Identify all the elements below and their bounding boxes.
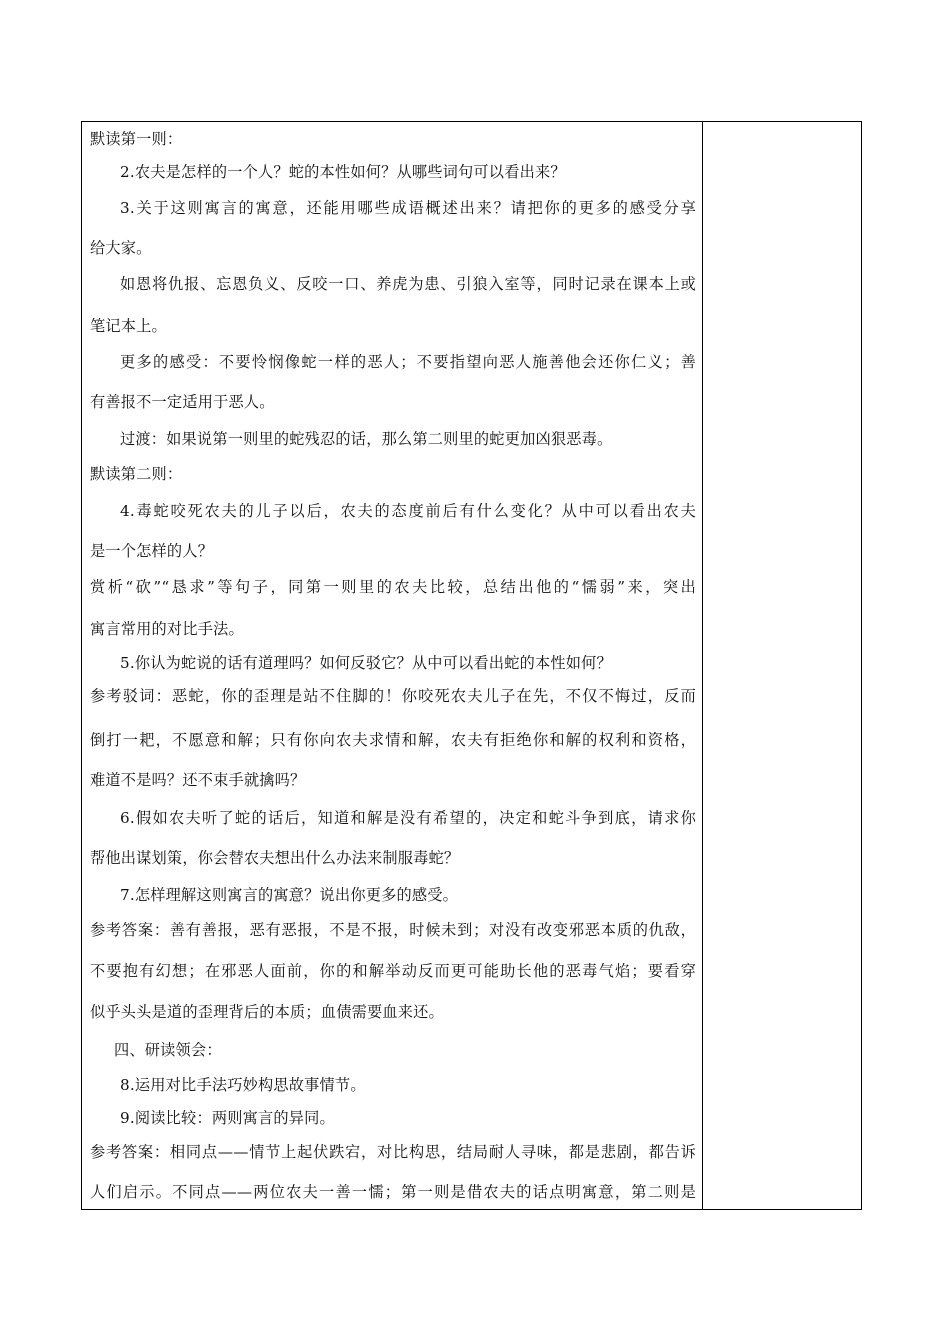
- lesson-table: [81, 121, 862, 1210]
- text-line: 如恩将仇报、忘恩负义、反咬一口、养虎为患、引狼入室等，同时记录在课本上或: [120, 275, 696, 293]
- text-line: 6.假如农夫听了蛇的话后，知道和解是没有希望的，决定和蛇斗争到底，请求你: [120, 809, 696, 827]
- text-line: 过渡：如果说第一则里的蛇残忍的话，那么第二则里的蛇更加凶狠恶毒。: [120, 430, 613, 448]
- text-line: 倒打一耙，不愿意和解；只有你向农夫求情和解，农夫有拒绝你和解的权利和资格，: [90, 731, 696, 749]
- text-line: 四、研读领会：: [114, 1041, 222, 1059]
- text-line: 默读第二则：: [90, 465, 183, 483]
- text-line: 笔记本上。: [90, 317, 167, 335]
- text-line: 3.关于这则寓言的寓意，还能用哪些成语概述出来？请把你的更多的感受分享: [120, 199, 696, 217]
- text-line: 参考驳词：恶蛇，你的歪理是站不住脚的！你咬死农夫儿子在先，不仅不悔过，反而: [90, 687, 696, 705]
- text-line: 有善报不一定适用于恶人。: [90, 393, 275, 411]
- text-line: 帮他出谋划策，你会替农夫想出什么办法来制服毒蛇？: [90, 849, 460, 867]
- text-line: 4.毒蛇咬死农夫的儿子以后，农夫的态度前后有什么变化？从中可以看出农夫: [120, 502, 696, 520]
- text-line: 赏析“砍”“恳求”等句子，同第一则里的农夫比较，总结出他的“懦弱”来，突出: [90, 578, 696, 596]
- text-line: 参考答案：相同点——情节上起伏跌宕，对比构思，结局耐人寻味，都是悲剧，都告诉: [90, 1143, 696, 1161]
- text-line: 难道不是吗？还不束手就擒吗？: [90, 771, 306, 789]
- lesson-content-cell: [82, 122, 702, 1209]
- text-line: 9.阅读比较：两则寓言的异同。: [120, 1109, 335, 1127]
- text-line: 5.你认为蛇说的话有道理吗？如何反驳它？从中可以看出蛇的本性如何？: [120, 654, 612, 672]
- text-line: 不要抱有幻想；在邪恶人面前，你的和解举动反而更可能助长他的恶毒气焰；要看穿: [90, 962, 696, 980]
- text-line: 人们启示。不同点——两位农夫一善一懦；第一则是借农夫的话点明寓意，第二则是: [90, 1183, 696, 1201]
- text-line: 8.运用对比手法巧妙构思故事情节。: [120, 1076, 366, 1094]
- notes-cell: [703, 122, 862, 1209]
- text-line: 参考答案：善有善报，恶有恶报，不是不报，时候未到；对没有改变邪恶本质的仇敌，: [90, 921, 696, 939]
- text-line: 默读第一则：: [90, 130, 183, 148]
- text-line: 寓言常用的对比手法。: [90, 620, 244, 638]
- text-line: 是一个怎样的人？: [90, 542, 214, 560]
- text-line: 2.农夫是怎样的一个人？蛇的本性如何？从哪些词句可以看出来？: [120, 163, 566, 181]
- text-line: 更多的感受：不要怜悯像蛇一样的恶人；不要指望向恶人施善他会还你仁义；善: [120, 353, 696, 371]
- text-line: 似乎头头是道的歪理背后的本质；血债需要血来还。: [90, 1003, 444, 1021]
- text-line: 7.怎样理解这则寓言的寓意？说出你更多的感受。: [120, 886, 459, 904]
- text-line: 给大家。: [90, 239, 152, 257]
